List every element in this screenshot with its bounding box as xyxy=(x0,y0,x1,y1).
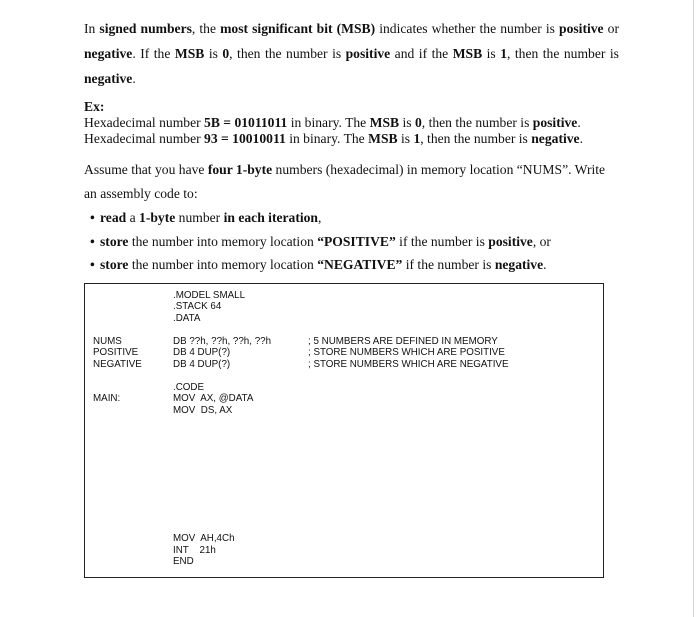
example-bold: 1 xyxy=(413,131,421,146)
example-text: is xyxy=(399,115,415,130)
intro-bold: negative xyxy=(84,71,133,86)
label-main: MAIN: xyxy=(93,393,121,404)
bullet-icon: • xyxy=(90,233,95,249)
bullet-bold: positive xyxy=(488,233,533,249)
bullet-text: , or xyxy=(532,233,551,249)
intro-text: , then the number is xyxy=(507,46,619,61)
instr-int: INT 21h xyxy=(173,545,216,556)
intro-bold: negative xyxy=(84,46,133,61)
bullet-text: number xyxy=(175,210,224,225)
example-text: , then the number is xyxy=(420,131,532,146)
task-text: Assume that you have xyxy=(84,162,208,177)
instr-mov-ax: MOV AX, @DATA xyxy=(173,393,254,404)
bullet-item-store-positive xyxy=(90,230,630,254)
instr-positive: DB 4 DUP(?) xyxy=(173,347,231,358)
intro-bold: positive xyxy=(559,21,604,36)
intro-text: , then the number is xyxy=(229,46,346,61)
instr-nums: DB ??h, ??h, ??h, ??h xyxy=(173,336,272,347)
bullet-text: if the number is xyxy=(395,233,489,249)
example-text: Hexadecimal number xyxy=(84,131,205,146)
intro-text: , the xyxy=(191,21,221,36)
intro-bold: signed numbers xyxy=(99,21,192,36)
example-heading xyxy=(84,99,624,115)
intro-bold: MSB xyxy=(452,46,483,61)
example-bold: MSB xyxy=(369,115,400,130)
bullet-bold: 1-byte xyxy=(139,210,176,225)
page-edge-divider xyxy=(693,0,694,617)
bullet-bold: “NEGATIVE” xyxy=(317,257,403,272)
bullet-text: a xyxy=(126,210,140,225)
intro-bold: MSB xyxy=(174,46,205,61)
intro-bold: positive xyxy=(345,46,391,61)
bullet-bold: in each iteration xyxy=(223,210,318,225)
task-text: numbers (hexadecimal) in memory location “NUMS”. Write an assembly code to: xyxy=(84,162,606,201)
example-text: Hexadecimal number xyxy=(84,115,205,130)
bullet-item-read xyxy=(90,206,630,230)
example-bold: 0 xyxy=(414,115,422,130)
intro-bold: most significant bit (MSB) xyxy=(220,21,376,36)
instr-negative: DB 4 DUP(?) xyxy=(173,359,231,370)
comment-positive: ; STORE NUMBERS WHICH ARE POSITIVE xyxy=(308,347,505,358)
assembly-code-box xyxy=(84,283,604,578)
bullet-bold: store xyxy=(100,233,129,249)
example-block xyxy=(84,99,624,147)
comment-nums: ; 5 NUMBERS ARE DEFINED IN MEMORY xyxy=(308,336,498,347)
example-text: . xyxy=(577,115,581,130)
bullet-bold: negative xyxy=(494,257,544,272)
example-line-2 xyxy=(84,131,624,147)
bullet-icon: • xyxy=(90,210,95,225)
example-line-1 xyxy=(84,115,624,131)
bullet-list xyxy=(90,206,630,277)
directive-end: END xyxy=(173,556,194,567)
label-positive: POSITIVE xyxy=(93,347,139,358)
instr-mov-ah: MOV AH,4Ch xyxy=(173,533,235,544)
intro-bold: 1 xyxy=(500,46,507,61)
intro-text: or xyxy=(603,21,619,36)
example-text: . xyxy=(579,131,583,146)
bullet-icon: • xyxy=(90,257,95,272)
intro-bold: 0 xyxy=(222,46,230,61)
example-text: , then the number is xyxy=(421,115,533,130)
example-heading-text: Ex: xyxy=(84,99,105,114)
bullet-text: the number into memory location xyxy=(128,257,318,272)
task-bold: four 1-byte xyxy=(207,162,273,177)
bullet-text: if the number is xyxy=(402,257,495,272)
instr-mov-ds: MOV DS, AX xyxy=(173,405,233,416)
example-bold: MSB xyxy=(368,131,398,146)
example-bold: positive xyxy=(532,115,578,130)
comment-negative: ; STORE NUMBERS WHICH ARE NEGATIVE xyxy=(308,359,509,370)
intro-text: and if the xyxy=(390,46,453,61)
bullet-text: . xyxy=(543,257,547,272)
intro-text: In xyxy=(84,21,100,36)
task-paragraph xyxy=(84,158,619,205)
directive-data: .DATA xyxy=(173,313,201,324)
directive-code: .CODE xyxy=(173,382,205,393)
bullet-bold: read xyxy=(100,210,127,225)
example-bold: 93 = 10010011 xyxy=(204,131,286,146)
intro-text: is xyxy=(204,46,223,61)
example-text: is xyxy=(397,131,414,146)
example-text: in binary. The xyxy=(287,115,370,130)
intro-text: indicates whether the number is xyxy=(375,21,560,36)
directive-model: .MODEL SMALL xyxy=(173,290,246,301)
intro-paragraph xyxy=(84,16,619,91)
bullet-text: , xyxy=(318,210,322,225)
directive-stack: .STACK 64 xyxy=(173,301,222,312)
intro-text: is xyxy=(482,46,501,61)
bullet-text: the number into memory location xyxy=(128,233,318,249)
example-bold: negative xyxy=(531,131,580,146)
bullet-item-store-negative xyxy=(90,253,630,277)
intro-text: . xyxy=(132,71,136,86)
example-text: in binary. The xyxy=(285,131,369,146)
intro-text: . If the xyxy=(132,46,175,61)
bullet-bold: store xyxy=(100,257,129,272)
label-nums: NUMS xyxy=(93,336,122,347)
example-bold: 5B = 01011011 xyxy=(204,115,288,130)
bullet-bold: “POSITIVE” xyxy=(317,233,396,249)
label-negative: NEGATIVE xyxy=(93,359,142,370)
